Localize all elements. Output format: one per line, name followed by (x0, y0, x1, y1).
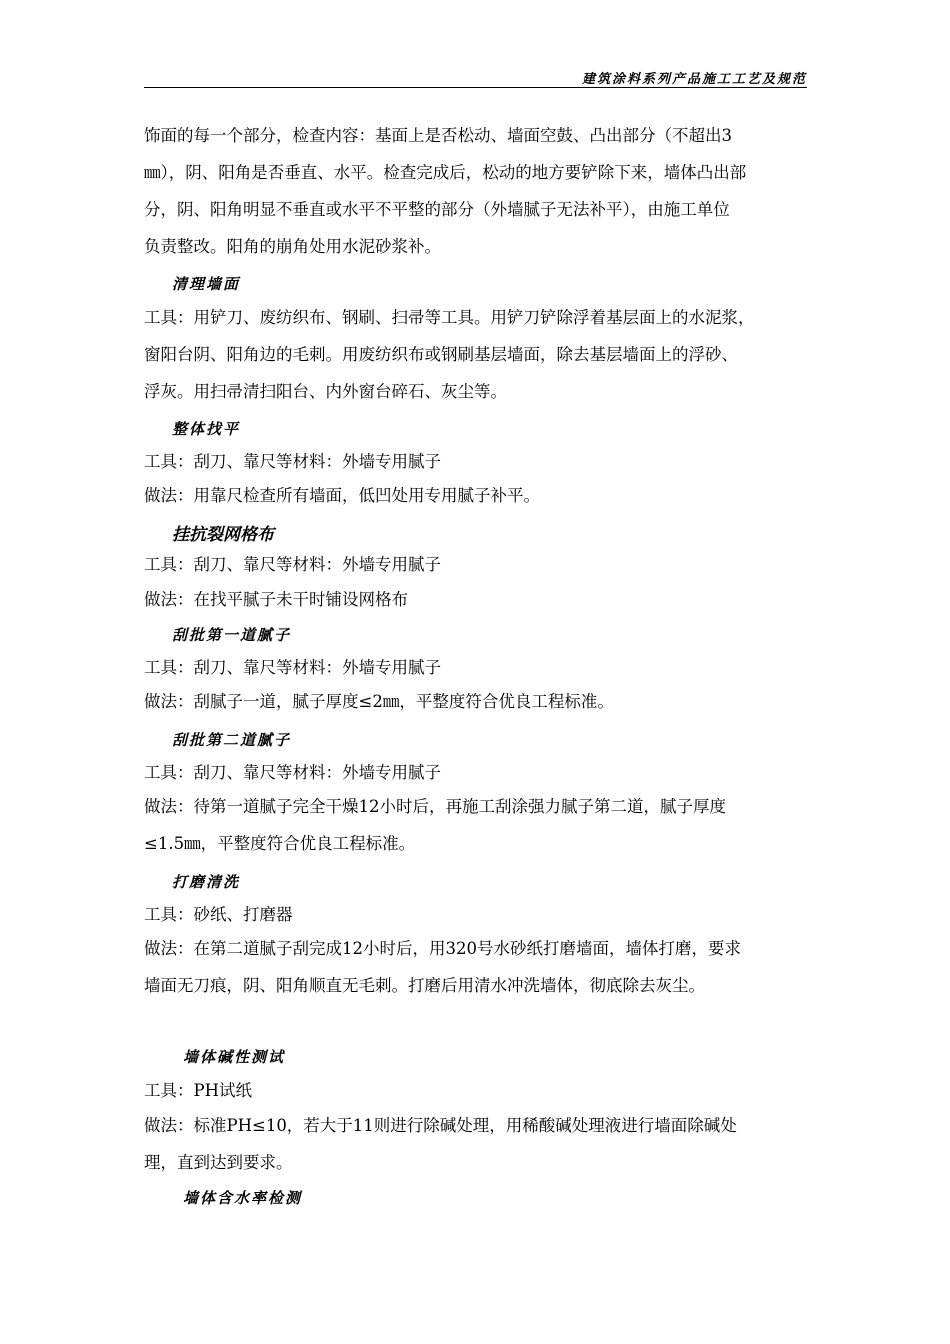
section-heading-alkali: 墙体碱性测试 (183, 1048, 286, 1066)
section-heading-clean: 清理墙面 (172, 275, 241, 293)
mesh-tools: 工具：刮刀、靠尺等材料：外墙专用腻子 (144, 555, 441, 574)
putty2-method-line-1: 做法：待第一道腻子完全干燥12小时后，再施工刮涂强力腻子第二道，腻子厚度 (144, 797, 726, 816)
level-tools: 工具：刮刀、靠尺等材料：外墙专用腻子 (144, 452, 441, 471)
level-method: 做法：用靠尺检查所有墙面，低凹处用专用腻子补平。 (144, 486, 540, 505)
clean-line-2: 窗阳台阴、阳角边的毛刺。用废纺织布或钢刷基层墙面，除去基层墙面上的浮砂、 (144, 345, 738, 364)
clean-line-1: 工具：用铲刀、废纺织布、钢刷、扫帚等工具。用铲刀铲除浮着基层面上的水泥浆， (144, 308, 755, 327)
intro-line-1: 饰面的每一个部分，检查内容：基面上是否松动、墙面空鼓、凸出部分（不超出3 (144, 126, 732, 145)
sand-method-line-2: 墙面无刀痕，阴、阳角顺直无毛刺。打磨后用清水冲洗墙体，彻底除去灰尘。 (144, 976, 705, 995)
intro-line-2: ㎜），阴、阳角是否垂直、水平。检查完成后，松动的地方要铲除下来，墙体凸出部 (144, 163, 747, 182)
sand-method-line-1: 做法：在第二道腻子刮完成12小时后，用320号水砂纸打磨墙面，墙体打磨，要求 (144, 939, 741, 958)
section-heading-putty2: 刮批第二道腻子 (172, 731, 292, 749)
putty1-method: 做法：刮腻子一道，腻子厚度≤2㎜，平整度符合优良工程标准。 (144, 692, 614, 711)
putty2-method-line-2: ≤1.5㎜，平整度符合优良工程标准。 (144, 834, 416, 853)
putty2-tools: 工具：刮刀、靠尺等材料：外墙专用腻子 (144, 763, 441, 782)
alkali-tools: 工具：PH试纸 (144, 1081, 252, 1100)
alkali-method-line-2: 理，直到达到要求。 (144, 1153, 293, 1172)
intro-line-4: 负责整改。阳角的崩角处用水泥砂浆补。 (144, 237, 441, 256)
section-heading-level: 整体找平 (172, 420, 241, 438)
clean-line-3: 浮灰。用扫帚清扫阳台、内外窗台碎石、灰尘等。 (144, 382, 507, 401)
alkali-method-line-1: 做法：标准PH≤10，若大于11则进行除碱处理，用稀酸碱处理液进行墙面除碱处 (144, 1116, 737, 1135)
section-heading-moisture: 墙体含水率检测 (183, 1189, 303, 1207)
putty1-tools: 工具：刮刀、靠尺等材料：外墙专用腻子 (144, 658, 441, 677)
section-heading-mesh: 挂抗裂网格布 (172, 525, 274, 545)
sand-tools: 工具：砂纸、打磨器 (144, 905, 293, 924)
mesh-method: 做法：在找平腻子未干时铺设网格布 (144, 590, 408, 609)
header-rule (144, 87, 807, 88)
intro-line-3: 分，阴、阳角明显不垂直或水平不平整的部分（外墙腻子无法补平），由施工单位 (144, 200, 730, 219)
header-title: 建筑涂料系列产品施工工艺及规范 (581, 72, 807, 87)
section-heading-sand: 打磨清洗 (172, 873, 241, 891)
section-heading-putty1: 刮批第一道腻子 (172, 626, 292, 644)
